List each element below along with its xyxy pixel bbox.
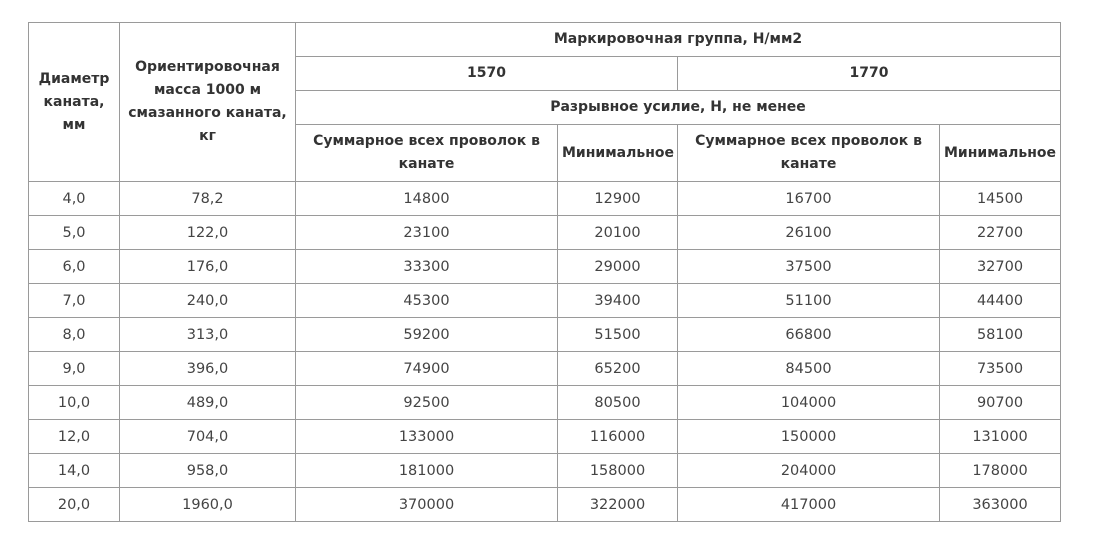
cell-total-1570: 74900 [296, 352, 558, 386]
header-total-1570: Суммарное всех проволок в канате [296, 125, 558, 182]
cell-min-1770: 22700 [940, 216, 1061, 250]
table-body [29, 182, 1061, 522]
table-row [29, 454, 1061, 488]
cell-mass: 958,0 [120, 454, 296, 488]
cell-mass: 704,0 [120, 420, 296, 454]
cell-total-1570: 133000 [296, 420, 558, 454]
table-row [29, 250, 1061, 284]
cell-mass: 176,0 [120, 250, 296, 284]
header-total-1770: Суммарное всех проволок в канате [678, 125, 940, 182]
cell-diameter: 12,0 [29, 420, 120, 454]
cell-min-1570: 29000 [558, 250, 678, 284]
table-row [29, 420, 1061, 454]
cell-diameter: 10,0 [29, 386, 120, 420]
cell-total-1570: 92500 [296, 386, 558, 420]
table-row [29, 284, 1061, 318]
cell-min-1570: 20100 [558, 216, 678, 250]
cell-diameter: 6,0 [29, 250, 120, 284]
header-group-1570: 1570 [296, 57, 678, 91]
cell-min-1770: 14500 [940, 182, 1061, 216]
cell-total-1570: 181000 [296, 454, 558, 488]
cell-min-1570: 322000 [558, 488, 678, 522]
cell-diameter: 5,0 [29, 216, 120, 250]
cell-mass: 489,0 [120, 386, 296, 420]
cell-min-1770: 44400 [940, 284, 1061, 318]
header-min-1570: Минимальное [558, 125, 678, 182]
cell-mass: 240,0 [120, 284, 296, 318]
cell-min-1770: 58100 [940, 318, 1061, 352]
header-mass: Ориентировочная масса 1000 м смазанного каната, кг [120, 23, 296, 182]
cell-total-1770: 150000 [678, 420, 940, 454]
table-header [29, 23, 1061, 182]
cell-total-1570: 59200 [296, 318, 558, 352]
cell-min-1570: 51500 [558, 318, 678, 352]
table-row [29, 352, 1061, 386]
table-row [29, 318, 1061, 352]
cell-total-1570: 14800 [296, 182, 558, 216]
cell-min-1570: 39400 [558, 284, 678, 318]
rope-spec-table [28, 22, 1061, 522]
cell-total-1570: 23100 [296, 216, 558, 250]
cell-min-1570: 80500 [558, 386, 678, 420]
header-breaking-force: Разрывное усилие, Н, не менее [296, 91, 1061, 125]
cell-total-1770: 417000 [678, 488, 940, 522]
cell-total-1770: 26100 [678, 216, 940, 250]
cell-min-1770: 90700 [940, 386, 1061, 420]
cell-diameter: 9,0 [29, 352, 120, 386]
cell-total-1570: 370000 [296, 488, 558, 522]
header-row-marking [29, 23, 1061, 57]
cell-mass: 396,0 [120, 352, 296, 386]
cell-total-1770: 84500 [678, 352, 940, 386]
cell-mass: 78,2 [120, 182, 296, 216]
cell-mass: 1960,0 [120, 488, 296, 522]
cell-diameter: 7,0 [29, 284, 120, 318]
cell-diameter: 14,0 [29, 454, 120, 488]
cell-min-1770: 32700 [940, 250, 1061, 284]
header-marking-group: Маркировочная группа, Н/мм2 [296, 23, 1061, 57]
cell-total-1770: 16700 [678, 182, 940, 216]
cell-total-1570: 33300 [296, 250, 558, 284]
cell-total-1570: 45300 [296, 284, 558, 318]
header-min-1770: Минимальное [940, 125, 1061, 182]
header-diameter: Диаметр каната, мм [29, 23, 120, 182]
cell-diameter: 4,0 [29, 182, 120, 216]
cell-diameter: 20,0 [29, 488, 120, 522]
cell-diameter: 8,0 [29, 318, 120, 352]
cell-min-1770: 73500 [940, 352, 1061, 386]
cell-min-1770: 131000 [940, 420, 1061, 454]
cell-mass: 313,0 [120, 318, 296, 352]
table-row [29, 386, 1061, 420]
cell-min-1570: 65200 [558, 352, 678, 386]
cell-min-1770: 363000 [940, 488, 1061, 522]
table-row [29, 216, 1061, 250]
cell-min-1570: 158000 [558, 454, 678, 488]
table-row [29, 488, 1061, 522]
cell-total-1770: 66800 [678, 318, 940, 352]
cell-min-1770: 178000 [940, 454, 1061, 488]
cell-mass: 122,0 [120, 216, 296, 250]
cell-total-1770: 104000 [678, 386, 940, 420]
cell-total-1770: 204000 [678, 454, 940, 488]
table-row [29, 182, 1061, 216]
cell-min-1570: 116000 [558, 420, 678, 454]
cell-total-1770: 51100 [678, 284, 940, 318]
cell-total-1770: 37500 [678, 250, 940, 284]
header-group-1770: 1770 [678, 57, 1061, 91]
cell-min-1570: 12900 [558, 182, 678, 216]
